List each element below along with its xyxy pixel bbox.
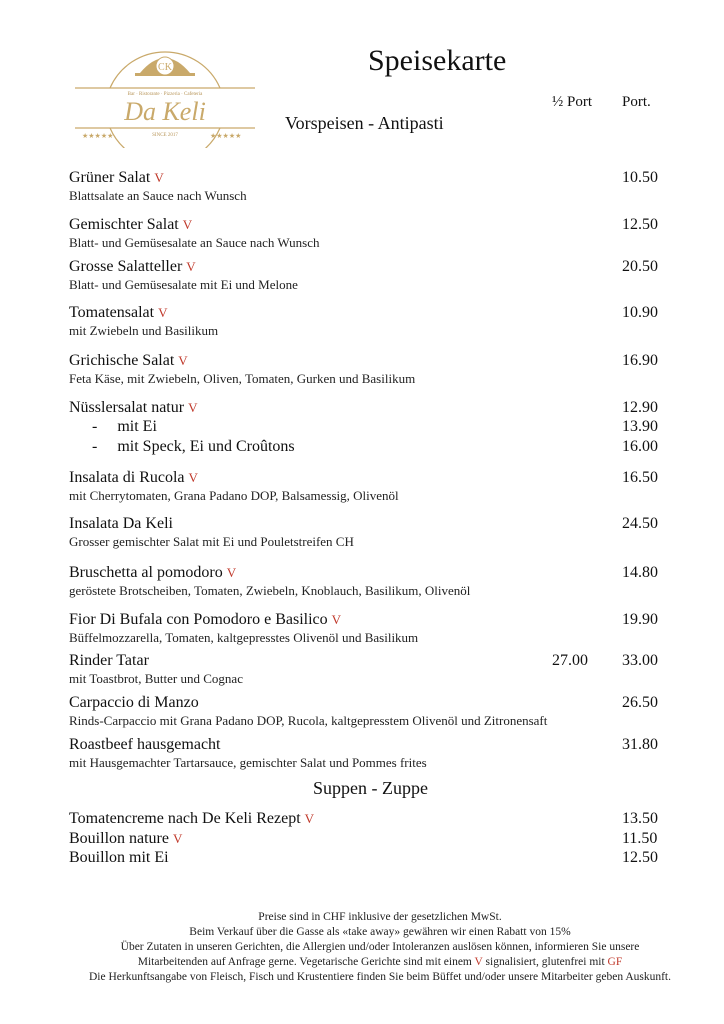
menu-item-name bbox=[69, 736, 221, 754]
svg-text:Da Keli: Da Keli bbox=[124, 97, 206, 126]
column-header-half-portion: ½ Port bbox=[552, 94, 593, 110]
menu-item-name bbox=[69, 652, 149, 670]
item-name-text: Bouillon mit Ei bbox=[69, 849, 169, 866]
menu-item-description: mit Hausgemachter Tartarsauce, gemischter Salat und Pommes frites bbox=[69, 755, 427, 770]
item-name-text: Roastbeef hausgemacht bbox=[69, 736, 221, 753]
svg-text:★★★★★: ★★★★★ bbox=[82, 132, 114, 140]
menu-item-price: 16.90 bbox=[622, 352, 658, 369]
menu-item-description: Blatt- und Gemüsesalate mit Ei und Melone bbox=[69, 277, 298, 292]
menu-item-price: 13.50 bbox=[622, 810, 658, 827]
menu-item-price: 31.80 bbox=[622, 736, 658, 753]
menu-item-price: 26.50 bbox=[622, 694, 658, 711]
menu-item-price: 11.50 bbox=[622, 830, 658, 847]
svg-text:Bar · Ristorante · Pizzeria ·: Bar · Ristorante · Pizzeria · Cafeteria bbox=[127, 92, 203, 97]
vegetarian-mark: V bbox=[226, 565, 237, 580]
menu-item-price: 12.90 bbox=[622, 399, 658, 416]
item-name-text: Rinder Tatar bbox=[69, 652, 149, 669]
footer-line: Beim Verkauf über die Gasse als «take away» gewähren wir einen Rabatt von 15% bbox=[189, 926, 571, 938]
menu-item-description: Büffelmozzarella, Tomaten, kaltgepresstes Olivenöl und Basilikum bbox=[69, 630, 419, 645]
item-name-text: Nüsslersalat natur bbox=[69, 399, 185, 416]
vegetarian-mark: V bbox=[158, 305, 168, 320]
menu-item-price: 16.50 bbox=[622, 469, 658, 486]
footer-line bbox=[40, 955, 720, 970]
menu-item-name bbox=[69, 258, 196, 276]
menu-item-price: 20.50 bbox=[622, 258, 658, 275]
menu-item-description: Grosser gemischter Salat mit Ei und Pouletstreifen CH bbox=[69, 534, 354, 549]
menu-sub-item-price: 13.90 bbox=[622, 418, 658, 435]
item-name-text: Tomatencreme nach De Keli Rezept bbox=[69, 810, 301, 827]
menu-sub-item-name: - mit Ei bbox=[92, 418, 157, 435]
item-name-text: Gemischter Salat bbox=[69, 216, 179, 233]
svg-text:SINCE 2017: SINCE 2017 bbox=[152, 133, 178, 138]
menu-item-name bbox=[69, 564, 236, 582]
vegetarian-mark: V bbox=[154, 170, 164, 185]
item-name-text: Grüner Salat bbox=[69, 169, 151, 186]
vegetarian-mark: V bbox=[188, 470, 198, 485]
vegetarian-mark: V bbox=[304, 811, 315, 826]
menu-item-description: Rinds-Carpaccio mit Grana Padano DOP, Rucola, kaltgepresstem Olivenöl und Zitronensaft bbox=[69, 713, 548, 728]
section-title-suppen: Suppen - Zuppe bbox=[313, 778, 428, 798]
menu-item-name bbox=[69, 694, 199, 712]
menu-item-price: 10.90 bbox=[622, 304, 658, 321]
menu-item-name bbox=[69, 611, 341, 629]
footer-line: Die Herkunftsangabe von Fleisch, Fisch und Krustentiere finden Sie beim Büffet und/oder unsere Mitarbeiter geben Auskunft. bbox=[89, 971, 671, 983]
item-name-text: Bouillon nature bbox=[69, 830, 169, 847]
footer-text: signalisiert, glutenfrei mit bbox=[482, 956, 608, 968]
item-name-text: Fior Di Bufala con Pomodoro e Basilico bbox=[69, 611, 328, 628]
footer-line: Preise sind in CHF inklusive der gesetzlichen MwSt. bbox=[258, 911, 502, 923]
item-name-text: Bruschetta al pomodoro bbox=[69, 564, 223, 581]
menu-item-description: mit Zwiebeln und Basilikum bbox=[69, 323, 219, 338]
svg-text:CK: CK bbox=[158, 62, 172, 73]
item-name-text: Tomatensalat bbox=[69, 304, 155, 321]
vegetarian-mark: V bbox=[474, 956, 483, 968]
menu-item-description: mit Toastbrot, Butter und Cognac bbox=[69, 671, 243, 686]
menu-item-description: mit Cherrytomaten, Grana Padano DOP, Balsamessig, Olivenöl bbox=[69, 488, 399, 503]
item-name-text: Insalata Da Keli bbox=[69, 515, 173, 532]
vegetarian-mark: V bbox=[178, 353, 188, 368]
menu-item-name bbox=[69, 304, 167, 322]
vegetarian-mark: V bbox=[331, 612, 342, 627]
menu-item-price: 12.50 bbox=[622, 216, 658, 233]
menu-item-name bbox=[69, 169, 164, 187]
column-header-portion: Port. bbox=[622, 94, 651, 110]
item-name-text: Carpaccio di Manzo bbox=[69, 694, 199, 711]
item-name-text: Insalata di Rucola bbox=[69, 469, 185, 486]
page-title: Speisekarte bbox=[368, 44, 507, 77]
footer-text: Mitarbeitenden auf Anfrage gerne. Vegetarische Gerichte sind mit einem bbox=[137, 956, 475, 968]
menu-item-name bbox=[69, 352, 188, 370]
menu-item-description: Blatt- und Gemüsesalate an Sauce nach Wunsch bbox=[69, 235, 320, 250]
gluten-free-mark: GF bbox=[607, 956, 623, 968]
da-keli-logo bbox=[70, 28, 260, 148]
vegetarian-mark: V bbox=[188, 400, 198, 415]
menu-item-price: 12.50 bbox=[622, 849, 658, 866]
vegetarian-mark: V bbox=[186, 259, 196, 274]
menu-item-name bbox=[69, 216, 192, 234]
item-name-text: Grosse Salatteller bbox=[69, 258, 183, 275]
vegetarian-mark: V bbox=[172, 831, 183, 846]
menu-item-price: 14.80 bbox=[622, 564, 658, 581]
menu-item-name bbox=[69, 849, 169, 867]
footer-notes bbox=[40, 910, 720, 985]
svg-text:★★★★★: ★★★★★ bbox=[210, 132, 242, 140]
menu-item-price: 19.90 bbox=[622, 611, 658, 628]
menu-item-half-price: 27.00 bbox=[552, 652, 588, 669]
vegetarian-mark: V bbox=[182, 217, 193, 232]
menu-item-description: Feta Käse, mit Zwiebeln, Oliven, Tomaten, Gurken und Basilikum bbox=[69, 371, 416, 386]
footer-line: Über Zutaten in unseren Gerichten, die Allergien und/oder Intoleranzen auslösen können, informieren Sie unsere bbox=[120, 941, 640, 953]
menu-item-description: geröstete Brotscheiben, Tomaten, Zwiebeln, Knoblauch, Basilikum, Olivenöl bbox=[69, 583, 471, 598]
menu-item-name bbox=[69, 515, 173, 533]
menu-item-description: Blattsalate an Sauce nach Wunsch bbox=[69, 188, 247, 203]
menu-item-price: 24.50 bbox=[622, 515, 658, 532]
item-name-text: Grichische Salat bbox=[69, 352, 175, 369]
menu-sub-item-name: - mit Speck, Ei und Croûtons bbox=[92, 438, 295, 455]
menu-item-name bbox=[69, 830, 182, 848]
section-title-vorspeisen: Vorspeisen - Antipasti bbox=[285, 113, 444, 133]
menu-item-name bbox=[69, 469, 198, 487]
menu-item-name bbox=[69, 810, 314, 828]
menu-sub-item-price: 16.00 bbox=[622, 438, 658, 455]
menu-item-name bbox=[69, 399, 197, 417]
menu-item-price: 10.50 bbox=[622, 169, 658, 186]
menu-item-price: 33.00 bbox=[622, 652, 658, 669]
